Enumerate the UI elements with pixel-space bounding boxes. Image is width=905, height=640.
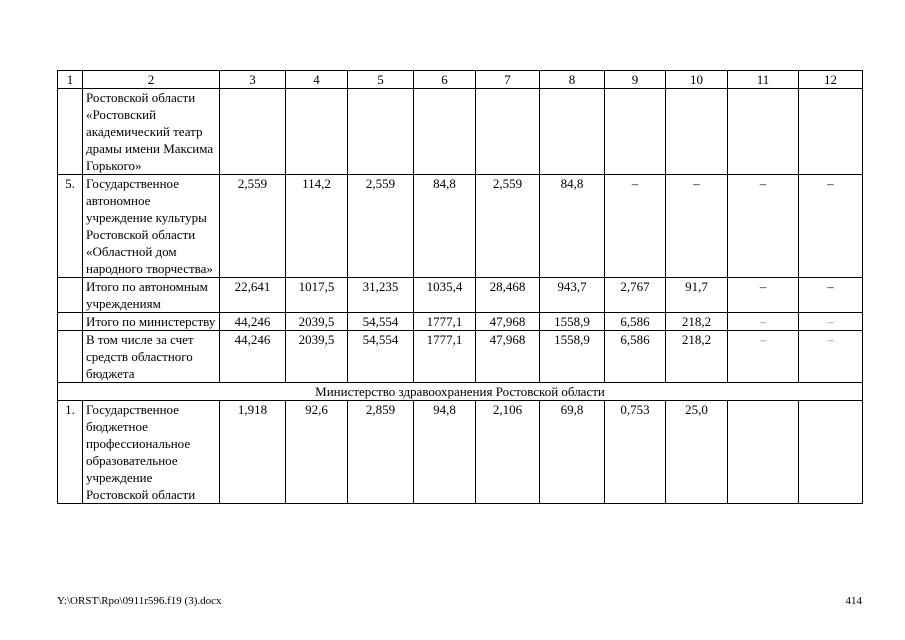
table-row [58, 401, 863, 504]
table-body [58, 71, 863, 504]
value-cell [220, 89, 286, 175]
row-number [58, 331, 83, 383]
header-cell: 4 [286, 71, 348, 89]
row-number [58, 278, 83, 313]
value-cell [605, 89, 666, 175]
header-row [58, 71, 863, 89]
value-cell: 44,246 [220, 313, 286, 331]
value-cell [540, 89, 605, 175]
value-cell: 54,554 [348, 331, 414, 383]
table-row [58, 331, 863, 383]
row-name: Итого по автономным учреждениям [83, 278, 220, 313]
row-name: Государственное бюджетное профессиональное образовательное учреждение Ростовской области [83, 401, 220, 504]
value-cell: 2,859 [348, 401, 414, 504]
value-cell: 2,559 [476, 175, 540, 278]
section-title: Министерство здравоохранения Ростовской области [58, 383, 863, 401]
value-cell [348, 89, 414, 175]
value-cell: 1777,1 [414, 313, 476, 331]
value-cell: 943,7 [540, 278, 605, 313]
header-cell: 5 [348, 71, 414, 89]
value-cell: 1777,1 [414, 331, 476, 383]
value-cell [799, 401, 863, 504]
value-cell: 1558,9 [540, 331, 605, 383]
value-cell: 1558,9 [540, 313, 605, 331]
footer-file-path: Y:\ORST\Rpo\0911r596.f19 (3).docx [57, 595, 222, 607]
table-row [58, 175, 863, 278]
value-cell: 2039,5 [286, 313, 348, 331]
value-cell: 47,968 [476, 313, 540, 331]
row-number: 1. [58, 401, 83, 504]
value-cell: 31,235 [348, 278, 414, 313]
value-cell: – [728, 175, 799, 278]
value-cell: 44,246 [220, 331, 286, 383]
value-cell [414, 89, 476, 175]
value-cell [666, 89, 728, 175]
value-cell: 54,554 [348, 313, 414, 331]
header-cell: 11 [728, 71, 799, 89]
value-cell [476, 89, 540, 175]
section-row [58, 383, 863, 401]
value-cell: – [728, 331, 799, 383]
footer-page-number: 414 [845, 595, 862, 607]
value-cell: 1,918 [220, 401, 286, 504]
header-cell: 9 [605, 71, 666, 89]
value-cell: 25,0 [666, 401, 728, 504]
header-cell: 3 [220, 71, 286, 89]
value-cell: 28,468 [476, 278, 540, 313]
value-cell [286, 89, 348, 175]
value-cell: 6,586 [605, 331, 666, 383]
table-row [58, 278, 863, 313]
row-number [58, 89, 83, 175]
value-cell: – [728, 313, 799, 331]
value-cell: 2,559 [220, 175, 286, 278]
table-row [58, 89, 863, 175]
value-cell [799, 89, 863, 175]
value-cell: – [799, 175, 863, 278]
header-cell: 10 [666, 71, 728, 89]
value-cell: 84,8 [540, 175, 605, 278]
value-cell: 2039,5 [286, 331, 348, 383]
value-cell: 2,106 [476, 401, 540, 504]
row-number [58, 313, 83, 331]
value-cell: 1017,5 [286, 278, 348, 313]
table-row [58, 313, 863, 331]
value-cell: – [605, 175, 666, 278]
header-cell: 12 [799, 71, 863, 89]
row-number: 5. [58, 175, 83, 278]
value-cell: 94,8 [414, 401, 476, 504]
value-cell: – [799, 313, 863, 331]
header-cell: 8 [540, 71, 605, 89]
value-cell: 1035,4 [414, 278, 476, 313]
value-cell: – [799, 331, 863, 383]
header-cell: 2 [83, 71, 220, 89]
value-cell: 22,641 [220, 278, 286, 313]
value-cell: 2,559 [348, 175, 414, 278]
value-cell: – [666, 175, 728, 278]
value-cell: 69,8 [540, 401, 605, 504]
value-cell: 218,2 [666, 331, 728, 383]
value-cell: 91,7 [666, 278, 728, 313]
data-table [57, 70, 863, 504]
value-cell: 218,2 [666, 313, 728, 331]
row-name: В том числе за счет средств областного бюджета [83, 331, 220, 383]
value-cell [728, 89, 799, 175]
header-cell: 7 [476, 71, 540, 89]
value-cell [728, 401, 799, 504]
value-cell: 2,767 [605, 278, 666, 313]
row-name: Итого по министерству [83, 313, 220, 331]
value-cell: 114,2 [286, 175, 348, 278]
value-cell: 0,753 [605, 401, 666, 504]
header-cell: 1 [58, 71, 83, 89]
value-cell: 6,586 [605, 313, 666, 331]
header-cell: 6 [414, 71, 476, 89]
value-cell: – [728, 278, 799, 313]
value-cell: 47,968 [476, 331, 540, 383]
value-cell: – [799, 278, 863, 313]
value-cell: 84,8 [414, 175, 476, 278]
row-name: Ростовской области «Ростовский академический театр драмы имени Максима Горького» [83, 89, 220, 175]
value-cell: 92,6 [286, 401, 348, 504]
row-name: Государственное автономное учреждение культуры Ростовской области «Областной дом народного творчества» [83, 175, 220, 278]
